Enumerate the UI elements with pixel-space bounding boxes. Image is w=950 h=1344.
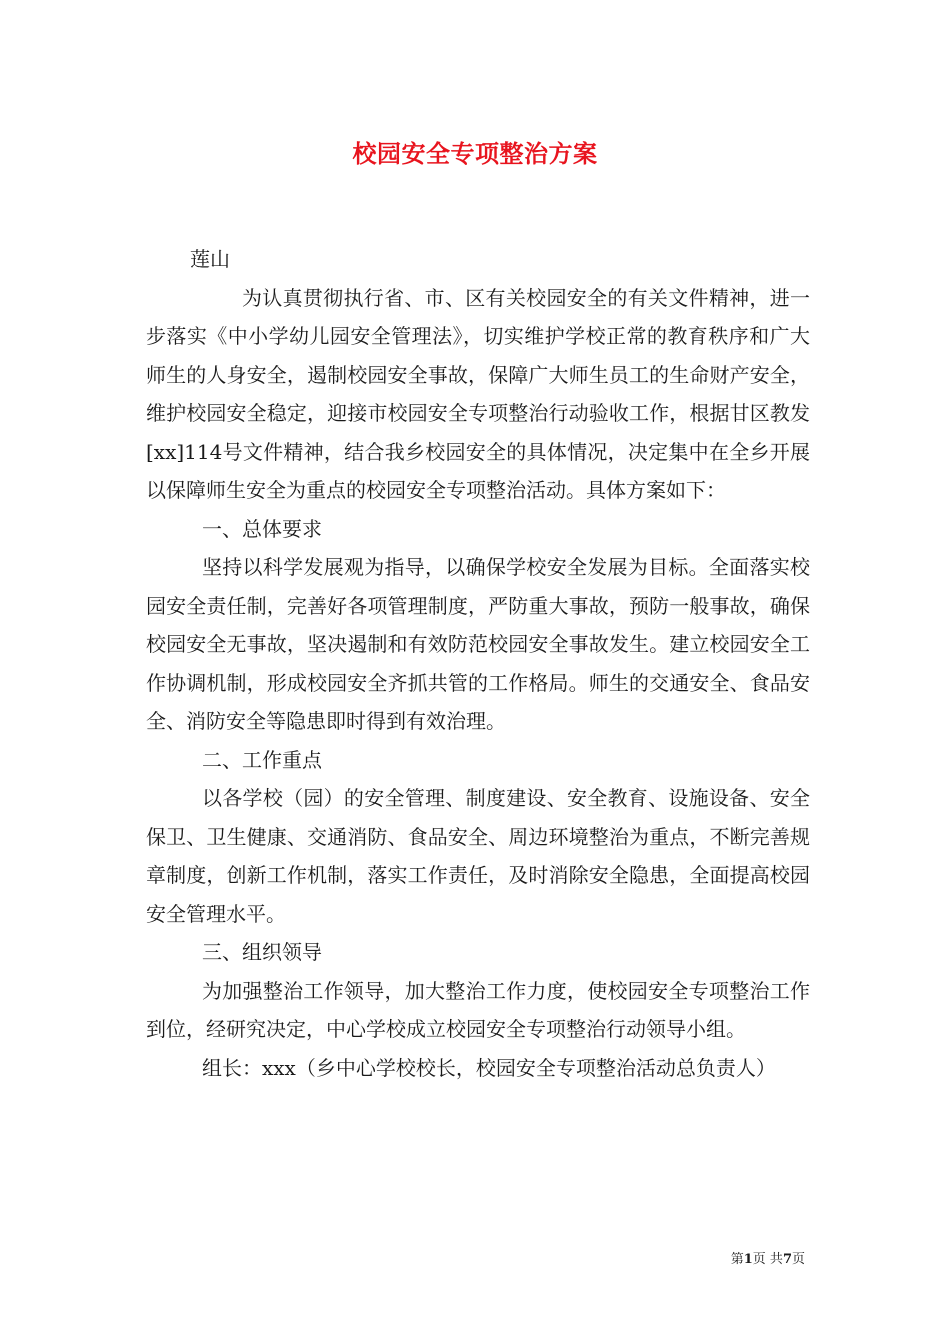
section-heading-3: 三、组织领导 — [202, 940, 322, 964]
intro-paragraph: 为认真贯彻执行省、市、区有关校园安全的有关文件精神，进一步落实《中小学幼儿园安全管理法》，切实维护学校正常的教育秩序和广大师生的人身安全，遏制校园安全事故，保障广大师生员工的生命财产安全，维护校园安全稳定，迎接市校园安全专项整治行动验收工作，根据甘区教发[xx]114号文件精神，结合我乡校园安全的具体情况，决定集中在全乡开展以保障师生安全为重点的校园安全专项整治活动。具体方案如下： — [146, 285, 810, 502]
footer-current-page: 1 — [743, 1252, 753, 1267]
leader-line: 组长：xxx（乡中心学校校长，校园安全专项整治活动总负责人） — [202, 1055, 776, 1080]
footer-total-pages: 7 — [782, 1252, 792, 1267]
section-heading-2: 二、工作重点 — [202, 747, 322, 772]
author-line: 莲山 — [190, 247, 230, 271]
section-body-2: 以各学校（园）的安全管理、制度建设、安全教育、设施设备、安全保卫、卫生健康、交通消防、食品安全、周边环境整治为重点，不断完善规章制度，创新工作机制，落实工作责任，及时消除安全隐患，全面提高校园安全管理水平。 — [146, 786, 810, 926]
page-number-footer — [731, 1248, 805, 1267]
footer-suffix: 页 — [791, 1252, 805, 1267]
footer-middle: 页 共 — [752, 1252, 783, 1267]
document-body — [146, 240, 810, 1087]
section-body-1: 坚持以科学发展观为指导，以确保学校安全发展为目标。全面落实校园安全责任制，完善好各项管理制度，严防重大事故，预防一般事故，确保校园安全无事故，坚决遏制和有效防范校园安全事故发生。建立校园安全工作协调机制，形成校园安全齐抓共管的工作格局。师生的交通安全、食品安全、消防安全等隐患即时得到有效治理。 — [146, 555, 810, 733]
document-title: 校园安全专项整治方案 — [352, 139, 598, 168]
footer-prefix: 第 — [730, 1252, 744, 1267]
section-heading-1: 一、总体要求 — [202, 516, 322, 541]
section-body-3: 为加强整治工作领导，加大整治工作力度，使校园安全专项整治工作到位，经研究决定，中心学校成立校园安全专项整治行动领导小组。 — [146, 978, 810, 1041]
